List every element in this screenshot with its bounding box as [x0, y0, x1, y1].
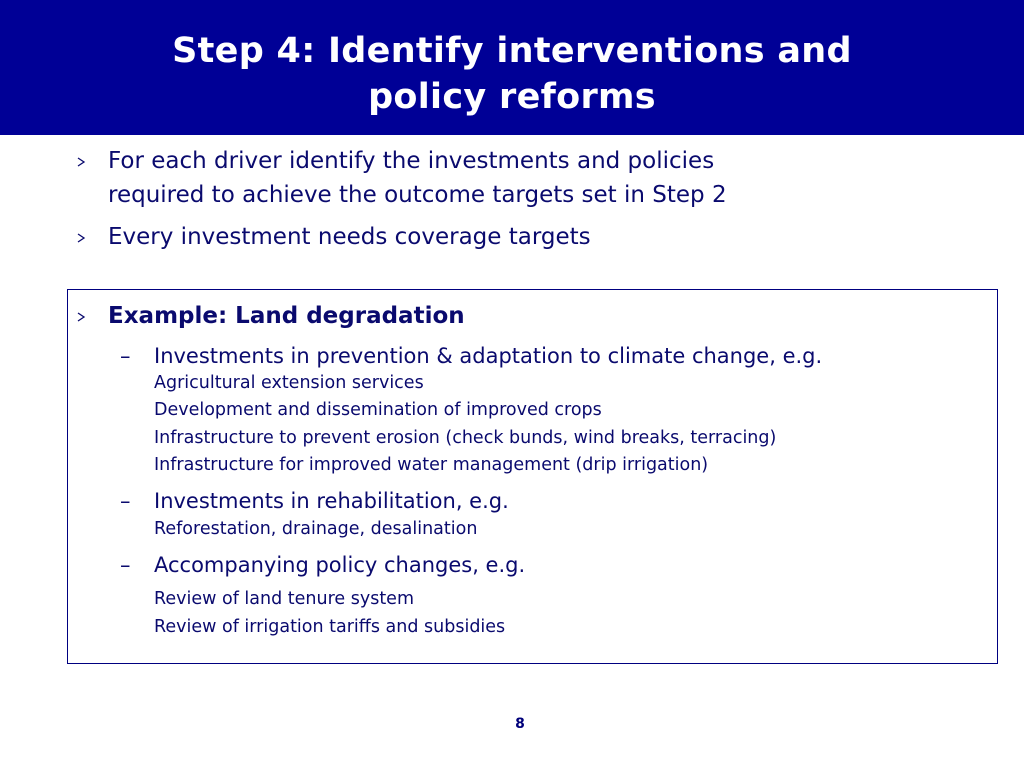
bullet-line: required to achieve the outcome targets set in Step 2 [108, 182, 727, 208]
detail-line: Infrastructure for improved water management (drip irrigation) [154, 455, 709, 475]
detail-line: Review of land tenure system [154, 589, 414, 609]
dash-bullet: – [120, 489, 131, 513]
arrow-bullet-icon [76, 157, 86, 167]
bullet-item [70, 144, 970, 212]
slide-title-line-1: Step 4: Identify interventions and [172, 31, 852, 71]
arrow-bullet-icon [76, 312, 86, 322]
detail-line: Review of irrigation tariffs and subsidies [154, 617, 506, 637]
example-heading: Example: Land degradation [108, 303, 465, 329]
detail-line: Reforestation, drainage, desalination [154, 519, 478, 539]
bullet-item [70, 220, 970, 254]
detail-line: Infrastructure to prevent erosion (check bunds, wind breaks, terracing) [154, 428, 777, 448]
dash-bullet: – [120, 344, 131, 368]
detail-line: Agricultural extension services [154, 373, 424, 393]
sub-item-label: Investments in rehabilitation, e.g. [154, 489, 509, 513]
sub-item-label: Investments in prevention & adaptation to climate change, e.g. [154, 344, 823, 368]
page-number: 8 [515, 716, 525, 732]
sub-item-label: Accompanying policy changes, e.g. [154, 553, 526, 577]
bullet-line: Every investment needs coverage targets [108, 224, 591, 250]
dash-bullet: – [120, 553, 131, 577]
bullet-line: For each driver identify the investments and policies [108, 148, 715, 174]
arrow-bullet-icon [76, 233, 86, 243]
detail-line: Development and dissemination of improved crops [154, 400, 602, 420]
bullet-list [70, 144, 970, 254]
slide-title-line-2: policy reforms [368, 77, 656, 117]
slide-title [0, 28, 1024, 120]
